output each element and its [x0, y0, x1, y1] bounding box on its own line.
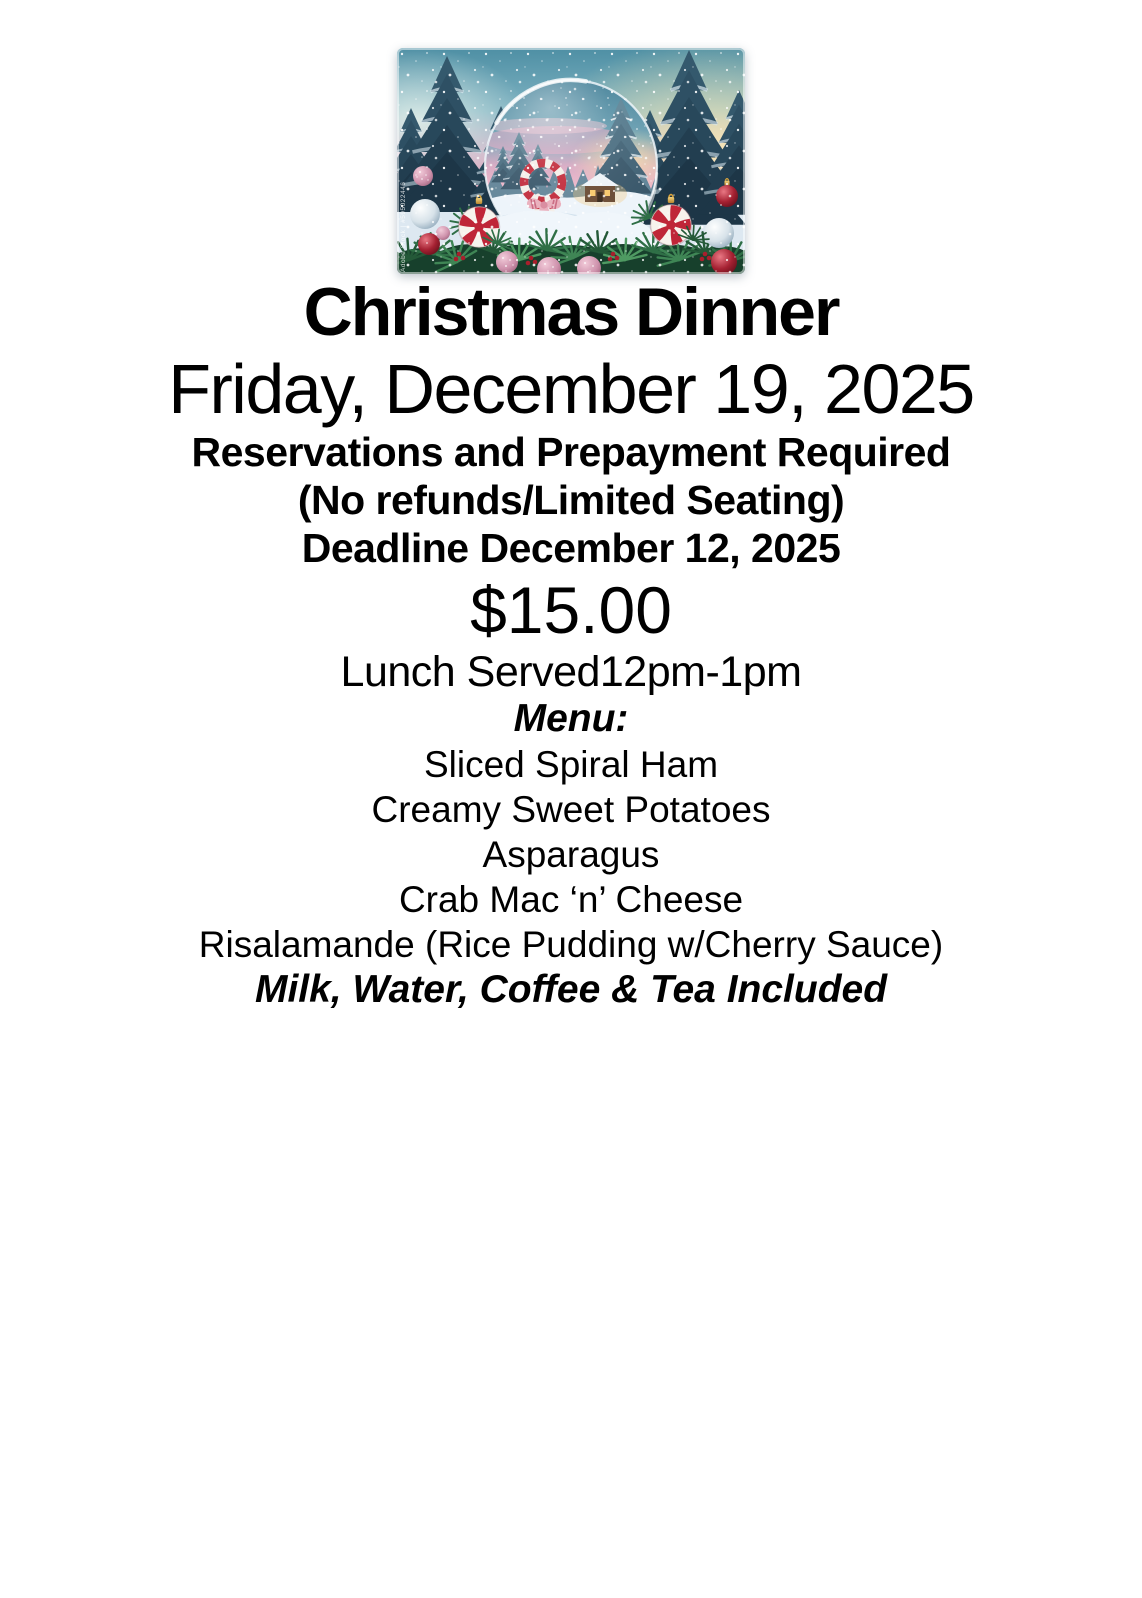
price: $15.00 — [470, 573, 672, 647]
notice-no-refunds: (No refunds/Limited Seating) — [297, 477, 845, 523]
menu-label: Menu: — [513, 697, 629, 740]
menu-item-sweet-potatoes: Creamy Sweet Potatoes — [371, 789, 771, 830]
photo-wrap — [0, 0, 1142, 274]
menu-item-risalamande: Risalamande (Rice Pudding w/Cherry Sauce) — [198, 924, 944, 965]
menu-item-asparagus: Asparagus — [482, 834, 660, 875]
christmas-photo — [397, 48, 745, 274]
event-date: Friday, December 19, 2025 — [168, 350, 974, 428]
menu-item-ham: Sliced Spiral Ham — [423, 744, 719, 785]
serving-time: Lunch Served12pm-1pm — [340, 648, 802, 696]
beverages-included: Milk, Water, Coffee & Tea Included — [254, 968, 888, 1011]
stock-watermark: Adobe Stock | #595022446 — [400, 181, 407, 272]
flyer-title: Christmas Dinner — [303, 274, 839, 350]
menu-item-crab-mac: Crab Mac ‘n’ Cheese — [398, 879, 744, 920]
notice-deadline: Deadline December 12, 2025 — [301, 525, 841, 571]
notice-reservations: Reservations and Prepayment Required — [191, 429, 951, 475]
snow-globe-illustration — [397, 48, 745, 274]
